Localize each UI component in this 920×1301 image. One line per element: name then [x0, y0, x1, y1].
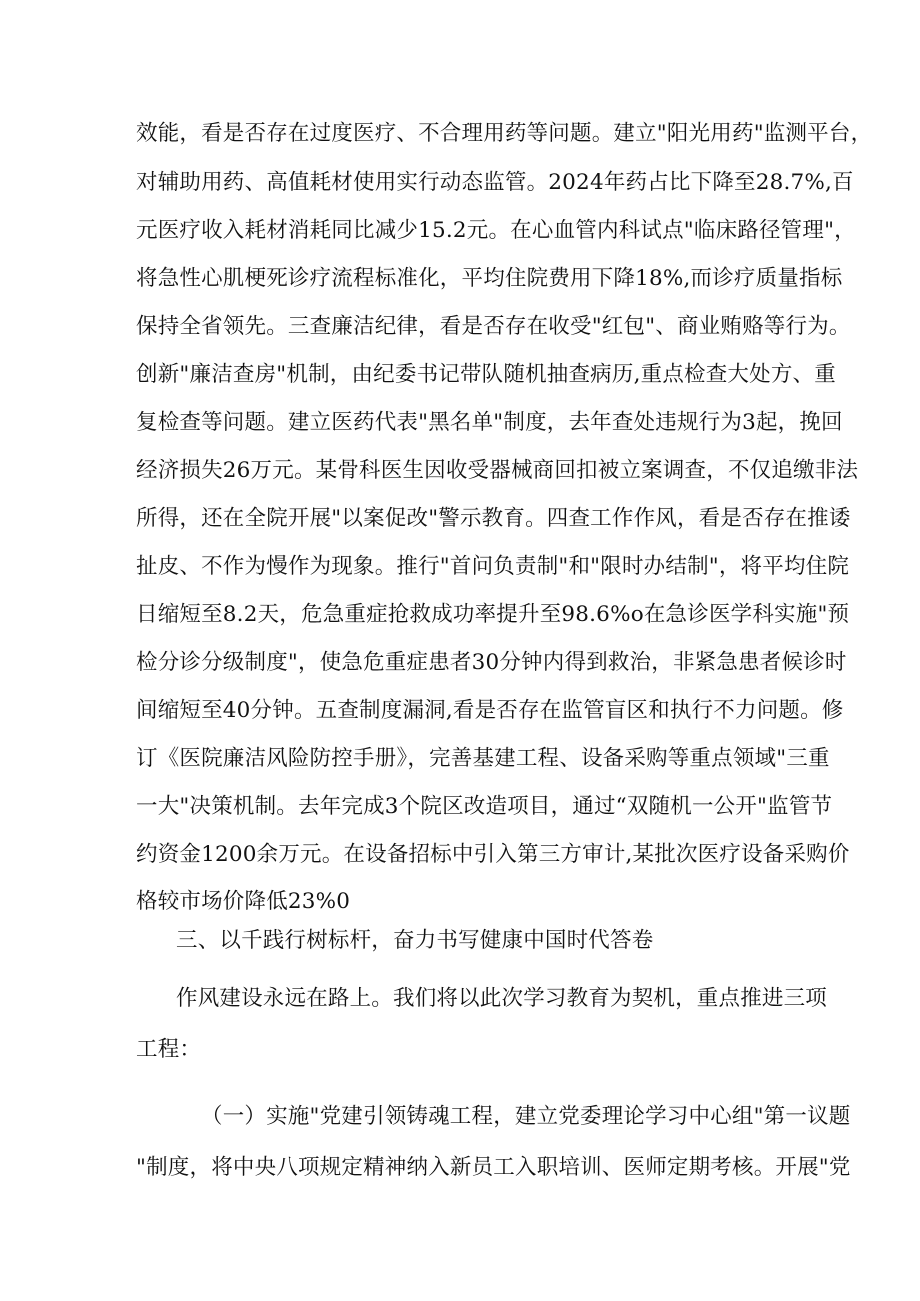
- body-line: 对辅助用药、高值耗材使用实行动态监管。2024年药占比下降至28.7%,百: [136, 170, 854, 195]
- body-line: 元医疗收入耗材消耗同比减少15.2元。在心血管内科试点"临床路径管理"，: [136, 218, 856, 243]
- paragraph-line: "制度，将中央八项规定精神纳入新员工入职培训、医师定期考核。开展"党: [136, 1155, 851, 1180]
- body-line: 所得，还在全院开展"以案促改"警示教育。四查工作作风，看是否存在推诿: [136, 506, 851, 531]
- body-line: 约资金1200余万元。在设备招标中引入第三方审计,某批次医疗设备采购价: [136, 842, 850, 867]
- body-line: 效能，看是否存在过度医疗、不合理用药等问题。建立"阳光用药"监测平台，: [136, 121, 873, 146]
- body-line: 日缩短至8.2天，危急重症抢救成功率提升至98.6%o在急诊医学科实施"预: [136, 602, 850, 627]
- body-line: 保持全省领先。三查廉洁纪律，看是否存在收受"红包"、商业贿赂等行为。: [136, 314, 851, 339]
- body-line: 经济损失26万元。某骨科医生因收受器械商回扣被立案调查，不仅追缴非法: [136, 458, 859, 483]
- paragraph-line: 工程：: [136, 1037, 202, 1062]
- body-line: 订《医院廉洁风险防控手册》，完善基建工程、设备采购等重点领域"三重: [136, 746, 830, 771]
- body-line: 一大"决策机制。去年完成3个院区改造项目，通过“双随机一公开"监管节: [136, 794, 833, 819]
- body-line: 检分诊分级制度"，使急危重症患者30分钟内得到救治，非紧急患者候诊时: [136, 650, 847, 675]
- body-line: 创新"廉洁查房"机制，由纪委书记带队随机抽查病历,重点检查大处方、重: [136, 362, 836, 387]
- section-heading: 三、以千践行树标杆，奋力书写健康中国时代答卷: [176, 928, 654, 953]
- body-line: 复检查等问题。建立医药代表"黑名单"制度，去年查处违规行为3起，挽回: [136, 410, 843, 435]
- body-line: 间缩短至40分钟。五查制度漏洞,看是否存在监管盲区和执行不力问题。修: [136, 698, 844, 723]
- paragraph-line: 作风建设永远在路上。我们将以此次学习教育为契机，重点推进三项: [176, 986, 828, 1011]
- paragraph-line: （一）实施"党建引领铸魂工程，建立党委理论学习中心组"第一议题: [201, 1104, 851, 1129]
- body-line: 格较市场价降低23%0: [136, 889, 351, 914]
- body-line: 将急性心肌梗死诊疗流程标准化，平均住院费用下降18%,而诊疗质量指标: [136, 266, 843, 291]
- body-line: 扯皮、不作为慢作为现象。推行"首问负责制"和"限时办结制"，将平均住院: [136, 554, 850, 579]
